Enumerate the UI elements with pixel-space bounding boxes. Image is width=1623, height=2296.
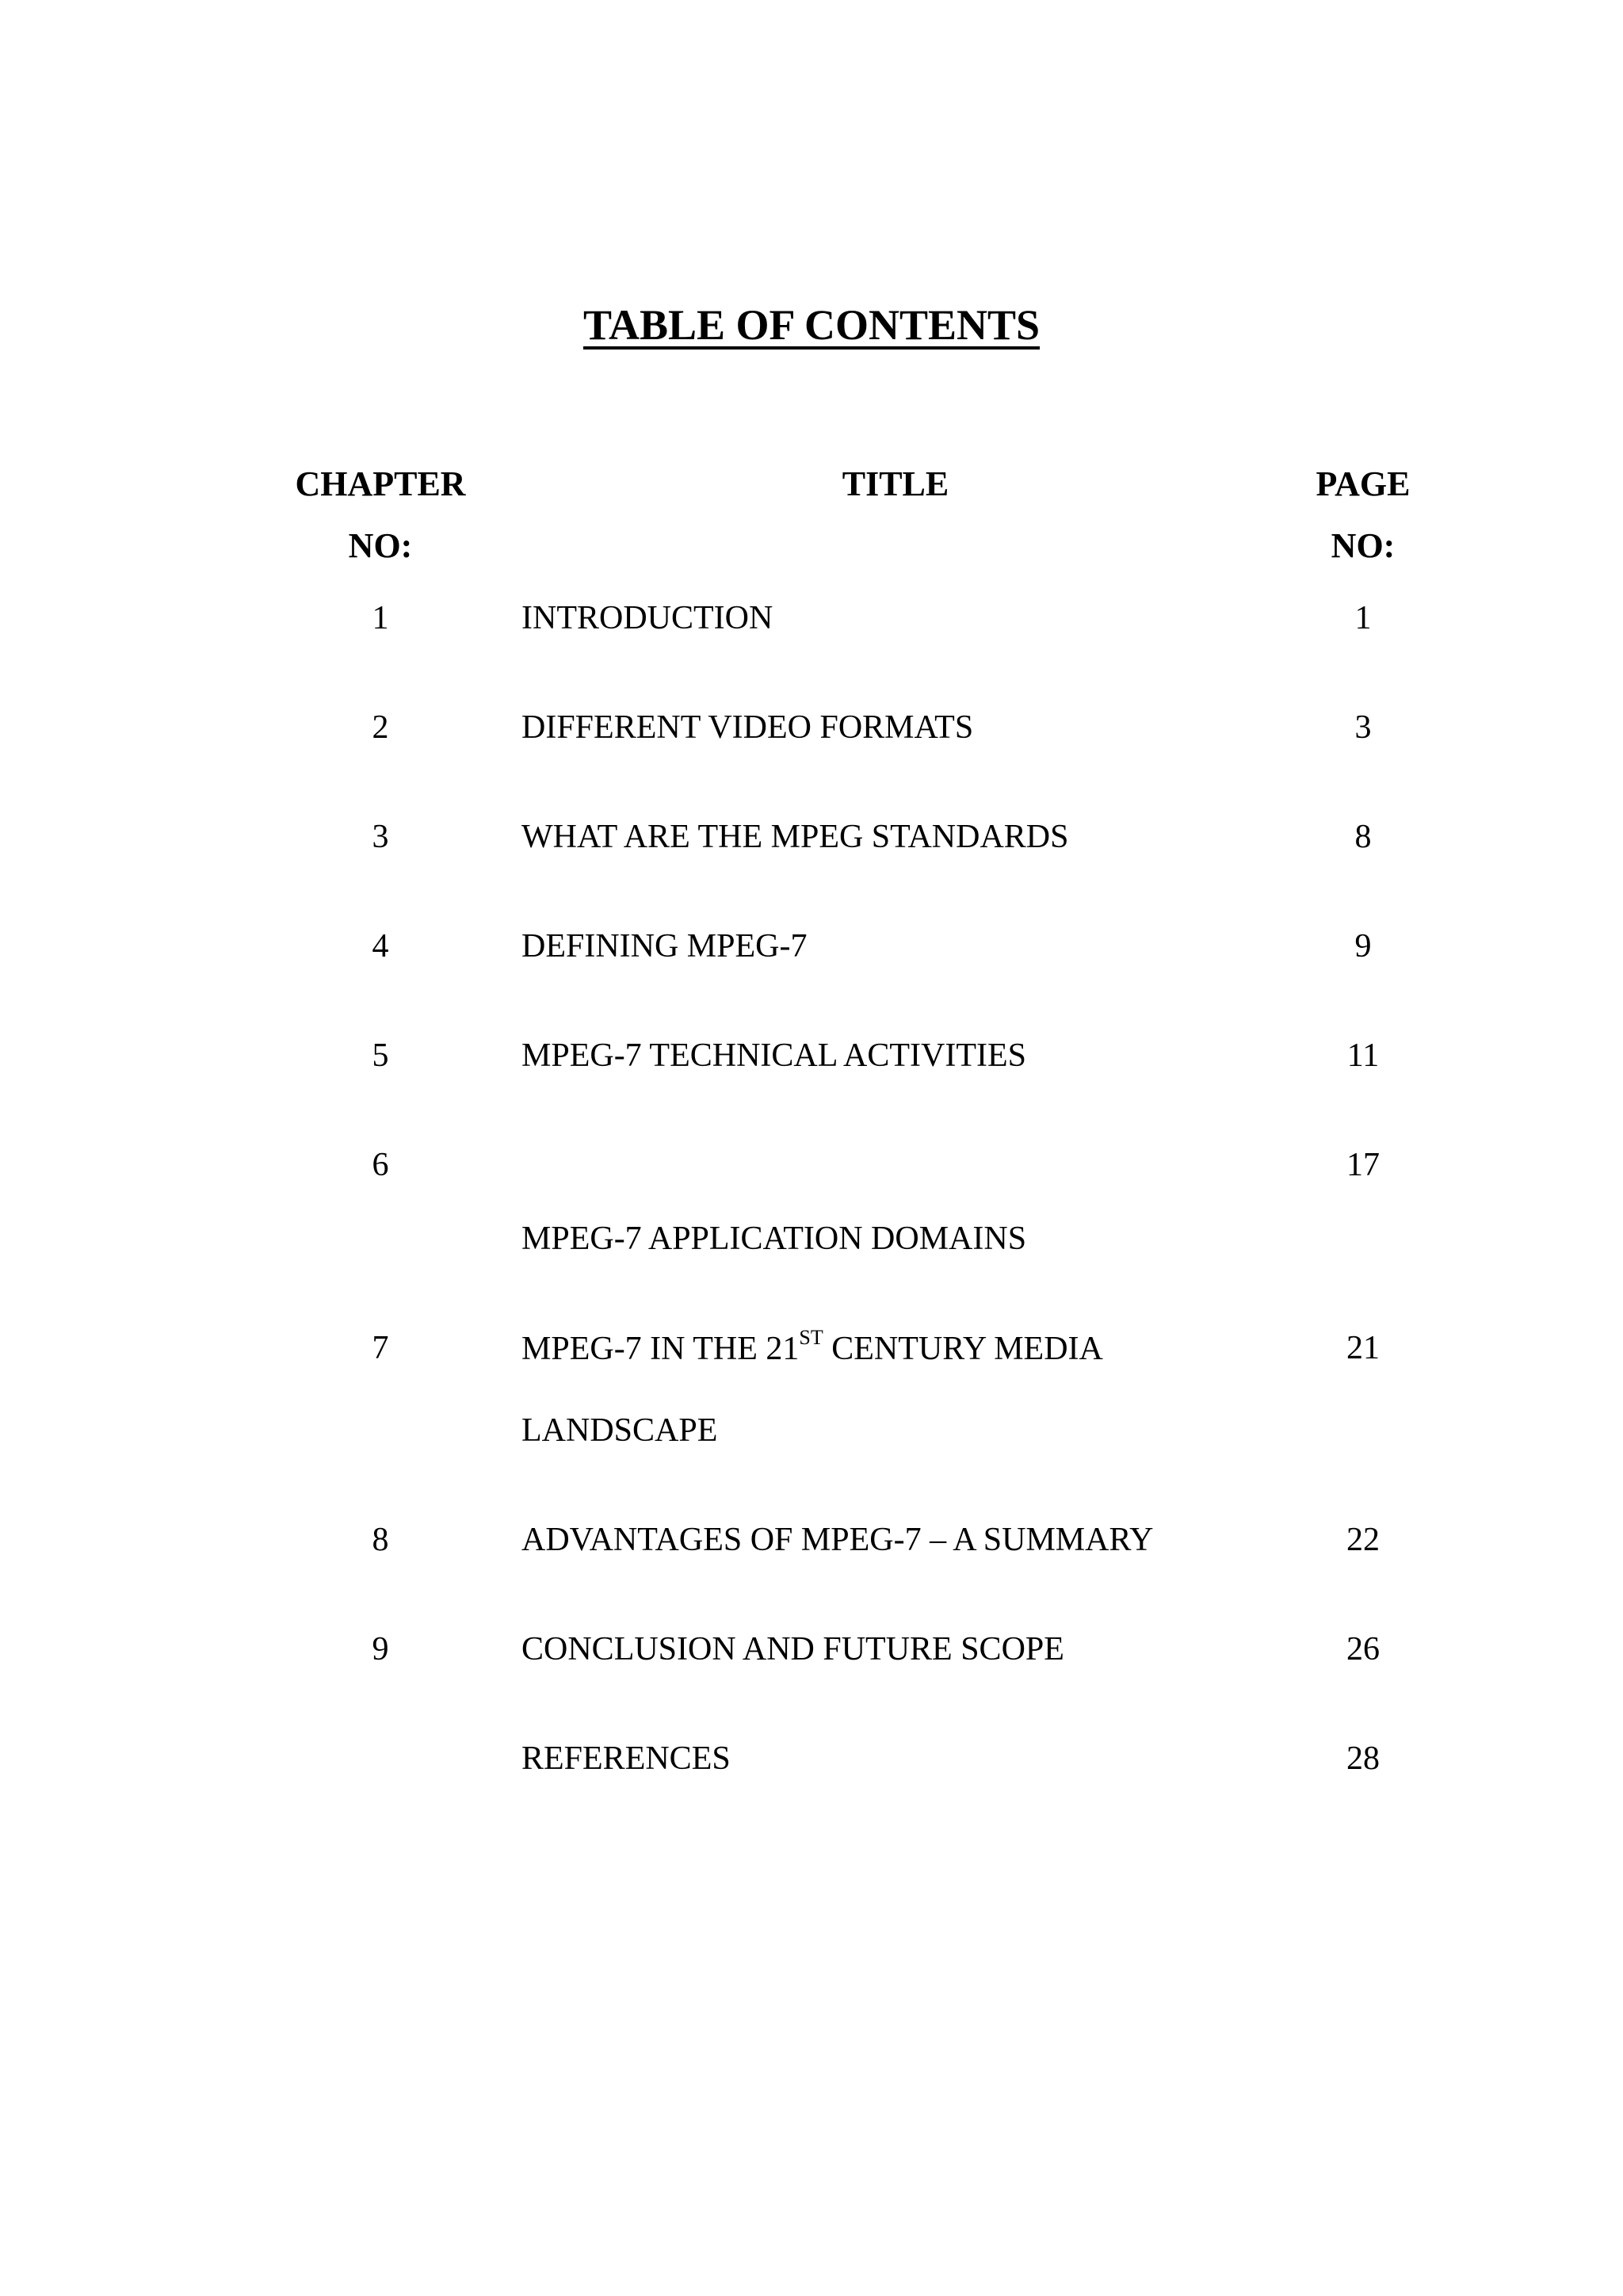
- chapter-number: 2: [372, 709, 389, 746]
- page-number: 9: [1354, 928, 1372, 965]
- chapter-no-header: [262, 464, 499, 567]
- chapter-title: WHAT ARE THE MPEG STANDARDS: [521, 819, 1069, 855]
- page-number: 21: [1346, 1330, 1380, 1366]
- chapter-title: REFERENCES: [521, 1740, 731, 1777]
- page-number: 11: [1346, 1037, 1380, 1074]
- page-number: 28: [1346, 1740, 1380, 1777]
- page-header-line1: PAGE: [1316, 464, 1411, 503]
- chapter-title: [521, 1328, 1103, 1369]
- page-number: 3: [1354, 709, 1372, 746]
- chapter-number: 4: [372, 928, 389, 965]
- chapter-number: 1: [372, 600, 389, 636]
- chapter-title: ADVANTAGES OF MPEG-7 – A SUMMARY: [521, 1522, 1154, 1558]
- chapter-number: 8: [372, 1522, 389, 1558]
- chapter-header-line1: CHAPTER: [295, 464, 466, 503]
- chapter-title: MPEG-7 TECHNICAL ACTIVITIES: [521, 1037, 1026, 1074]
- chapter-number: 7: [372, 1330, 389, 1366]
- chapter-title: MPEG-7 APPLICATION DOMAINS: [521, 1221, 1027, 1257]
- ordinal-superscript: ST: [799, 1326, 823, 1349]
- chapter-title-line2: LANDSCAPE: [521, 1412, 718, 1449]
- page-number: 26: [1346, 1631, 1380, 1668]
- chapter-title-part: CENTURY MEDIA: [823, 1331, 1103, 1367]
- chapter-title: DIFFERENT VIDEO FORMATS: [521, 709, 974, 746]
- chapter-title: CONCLUSION AND FUTURE SCOPE: [521, 1631, 1064, 1668]
- chapter-header-line2: NO:: [348, 525, 413, 565]
- chapter-title: INTRODUCTION: [521, 600, 773, 636]
- page-number: 1: [1354, 600, 1372, 636]
- chapter-number: 5: [372, 1037, 389, 1074]
- chapter-title-part: MPEG-7 IN THE 21: [521, 1331, 800, 1367]
- page-number: 8: [1354, 819, 1372, 855]
- page-number: 17: [1346, 1147, 1380, 1183]
- chapter-number: 3: [372, 819, 389, 855]
- chapter-number: 9: [372, 1631, 389, 1668]
- page-title: TABLE OF CONTENTS: [582, 301, 1041, 349]
- page-header-line2: NO:: [1331, 525, 1396, 565]
- chapter-number: 6: [372, 1147, 389, 1183]
- chapter-title: DEFINING MPEG-7: [521, 928, 808, 965]
- page-number: 22: [1346, 1522, 1380, 1558]
- page-no-header: [1260, 464, 1466, 567]
- title-header: TITLE: [842, 464, 949, 503]
